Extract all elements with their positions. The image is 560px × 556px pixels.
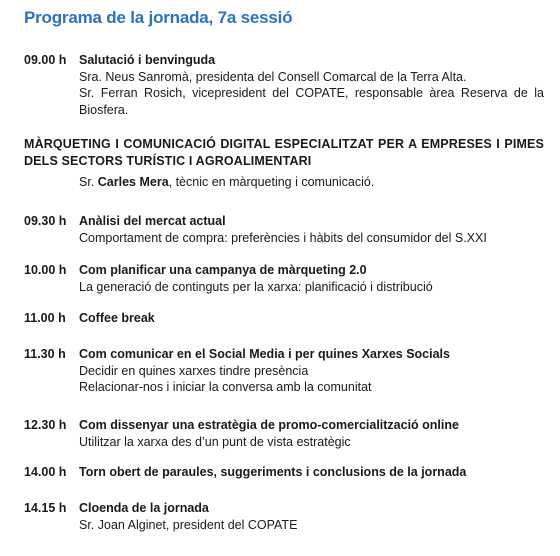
speaker-prefix: Sr. [79,175,98,189]
agenda-heading: Cloenda de la jornada [79,501,209,515]
agenda-time: 14.00 h [24,465,67,479]
section-heading: MÀRQUETING I COMUNICACIÓ DIGITAL ESPECIALITZAT PER A EMPRESES I PIMES DELS SECTORS TURÍSTIC I AGROALIMENTARI [24,137,544,168]
agenda-detail: Comportament de compra: preferències i hàbits del consumidor del S.XXI [79,230,487,245]
agenda-item [24,52,544,119]
agenda-detail: Relacionar-nos i iniciar la conversa amb la comunitat [79,380,372,395]
agenda-item [24,213,544,246]
agenda-item [24,500,544,533]
agenda-item [24,310,544,327]
agenda-time: 11.30 h [24,347,66,361]
agenda-time: 12.30 h [24,418,67,432]
agenda-detail: Utilitzar la xarxa des d’un punt de vista estratègic [79,434,351,449]
agenda-detail: Sra. Neus Sanromà, presidenta del Consell Comarcal de la Terra Alta. [79,69,467,84]
agenda-item [24,464,544,481]
section-speaker [24,174,544,191]
agenda-item [24,417,544,450]
agenda-time: 09.30 h [24,214,67,228]
agenda-detail: Sr. Joan Alginet, president del COPATE [79,517,298,532]
agenda-detail: Sr. Ferran Rosich, vicepresident del COPATE, responsable àrea Reserva de la Biosfera. [79,86,544,118]
agenda-time: 10.00 h [24,263,67,277]
agenda-detail: La generació de continguts per la xarxa: planificació i distribució [79,279,433,294]
agenda-time: 14.15 h [24,501,67,515]
speaker-name: Carles Mera [97,175,169,189]
agenda-time: 11.00 h [24,311,66,325]
page-title: Programa de la jornada, 7a sessió [24,8,293,27]
agenda-heading: Anàlisi del mercat actual [79,214,226,228]
agenda-heading: Salutació i benvinguda [79,53,216,67]
agenda-item [24,346,544,396]
agenda-heading: Com planificar una campanya de màrqueting 2.0 [79,263,367,277]
speaker-role: , tècnic en màrqueting i comunicació. [168,175,375,189]
agenda-time: 09.00 h [24,53,67,67]
agenda-detail: Decidir en quines xarxes tindre presència [79,363,309,378]
agenda-heading: Com comunicar en el Social Media i per quines Xarxes Socials [79,347,450,361]
agenda-heading: Torn obert de paraules, suggeriments i conclusions de la jornada [79,465,467,479]
agenda-heading: Coffee break [79,311,155,325]
agenda-item [24,262,544,295]
agenda-heading: Com dissenyar una estratègia de promo-comercialització online [79,418,459,432]
